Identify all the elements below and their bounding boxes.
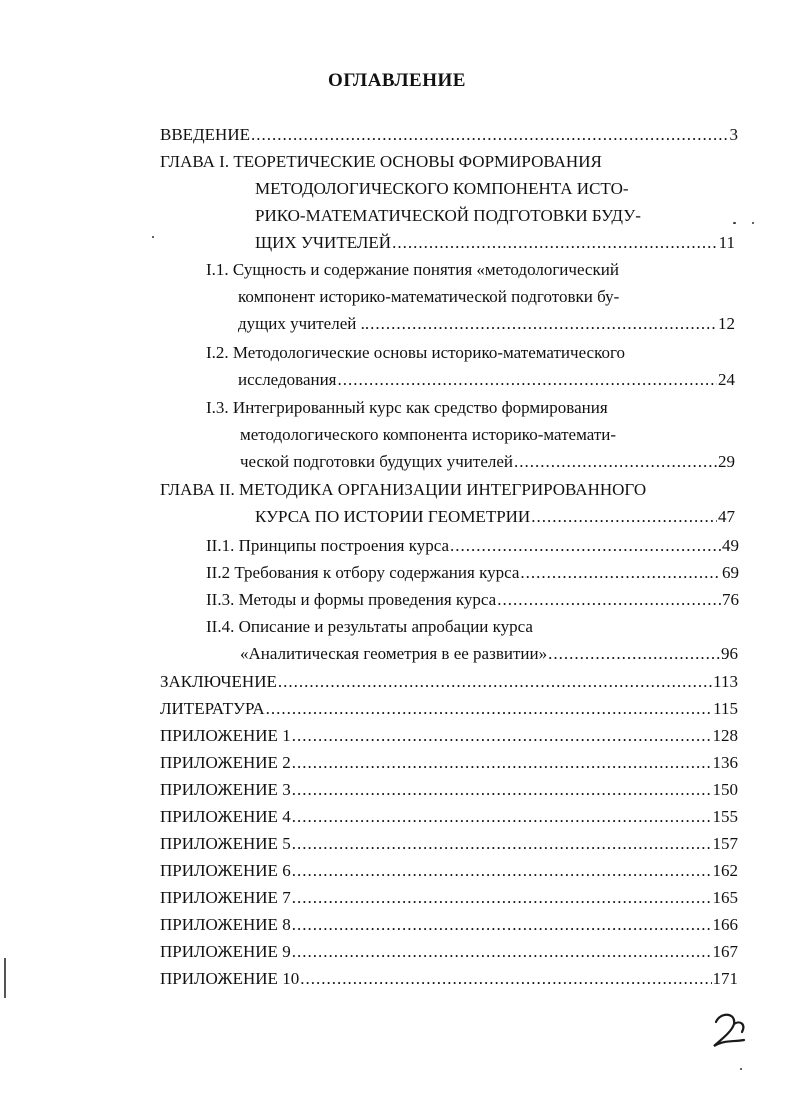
toc-page-number: 128 — [712, 726, 738, 745]
toc-entry-conclusion[interactable] — [160, 671, 738, 693]
toc-entry-title: ВВЕДЕНИЕ — [160, 125, 250, 144]
leader-dots — [548, 643, 720, 665]
leader-dots — [292, 887, 712, 909]
toc-entry-appendix-8[interactable] — [160, 914, 738, 936]
leader-dots — [338, 369, 717, 391]
leader-dots — [292, 779, 712, 801]
handwritten-page-number — [710, 1010, 750, 1050]
toc-entry-chapter-1-line-1[interactable]: ГЛАВА I. ТЕОРЕТИЧЕСКИЕ ОСНОВЫ ФОРМИРОВАНИЯ — [160, 152, 602, 171]
toc-page-number: 76 — [722, 590, 739, 609]
toc-entry-title: исследования — [238, 370, 337, 389]
toc-entry-section-1-3-line-3[interactable] — [240, 451, 735, 473]
toc-entry-title: ЗАКЛЮЧЕНИЕ — [160, 672, 277, 691]
toc-page-number: 29 — [718, 452, 735, 471]
scan-speck — [733, 222, 736, 224]
leader-dots — [392, 232, 718, 254]
leader-dots — [292, 806, 712, 828]
toc-entry-appendix-3[interactable] — [160, 779, 738, 801]
toc-entry-section-1-1-line-1[interactable]: I.1. Сущность и содержание понятия «методологический — [206, 260, 619, 279]
toc-entry-section-1-3-line-2: методологического компонента историко-математи- — [240, 425, 617, 444]
toc-entry-section-1-1-line-2: компонент историко-математической подготовки бу- — [238, 287, 620, 306]
toc-entry-section-1-2-line-2[interactable] — [238, 369, 735, 391]
toc-entry-title: II.2 Требования к отбору содержания курса — [206, 563, 520, 582]
toc-entry-title: ЛИТЕРАТУРА — [160, 699, 265, 718]
toc-entry-appendix-7[interactable] — [160, 887, 738, 909]
toc-entry-title: «Аналитическая геометрия в ее развитии» — [240, 644, 548, 663]
scan-speck — [740, 1068, 742, 1070]
toc-page-number: 49 — [722, 536, 739, 555]
toc-entry-chapter-1-line-3: РИКО-МАТЕМАТИЧЕСКОЙ ПОДГОТОВКИ БУДУ- — [255, 206, 641, 225]
toc-page-number: 24 — [718, 370, 735, 389]
toc-entry-chapter-2-line-1[interactable]: ГЛАВА II. МЕТОДИКА ОРГАНИЗАЦИИ ИНТЕГРИРОВАННОГО — [160, 480, 647, 499]
toc-entry-title: ПРИЛОЖЕНИЕ 5 — [160, 834, 291, 853]
toc-entry-section-2-1[interactable] — [206, 535, 739, 557]
toc-page-number: 165 — [712, 888, 738, 907]
leader-dots — [292, 860, 712, 882]
toc-entry-appendix-6[interactable] — [160, 860, 738, 882]
toc-entry-title: КУРСА ПО ИСТОРИИ ГЕОМЕТРИИ — [255, 507, 531, 526]
toc-page-number: 113 — [713, 672, 738, 691]
toc-entry-section-2-4-line-2[interactable] — [240, 643, 738, 665]
toc-entry-appendix-2[interactable] — [160, 752, 738, 774]
toc-page-number: 157 — [712, 834, 738, 853]
leader-dots — [251, 124, 729, 146]
toc-page-number: 115 — [713, 699, 738, 718]
toc-entry-title: дущих учителей .. — [238, 314, 370, 333]
leader-dots — [292, 941, 712, 963]
scan-speck — [152, 236, 154, 238]
toc-entry-title: ПРИЛОЖЕНИЕ 9 — [160, 942, 291, 961]
leader-dots — [497, 589, 721, 611]
toc-page-number: 11 — [718, 233, 735, 252]
toc-page-number: 136 — [712, 753, 738, 772]
toc-entry-title: ПРИЛОЖЕНИЕ 3 — [160, 780, 291, 799]
leader-dots — [292, 833, 712, 855]
leader-dots — [266, 698, 713, 720]
leader-dots — [514, 451, 717, 473]
toc-entry-title: ПРИЛОЖЕНИЕ 2 — [160, 753, 291, 772]
toc-entry-section-1-2-line-1[interactable]: I.2. Методологические основы историко-математического — [206, 343, 626, 362]
toc-page-number: 167 — [712, 942, 738, 961]
toc-entry-title: ПРИЛОЖЕНИЕ 10 — [160, 969, 300, 988]
toc-entry-appendix-10[interactable] — [160, 968, 738, 990]
leader-dots — [292, 752, 712, 774]
toc-page-number: 155 — [712, 807, 738, 826]
toc-page-number: 47 — [718, 507, 735, 526]
toc-page-number: 162 — [712, 861, 738, 880]
leader-dots — [450, 535, 721, 557]
toc-page-number: 3 — [729, 125, 738, 144]
toc-page-number: 171 — [712, 969, 738, 988]
toc-entry-chapter-1-line-2: МЕТОДОЛОГИЧЕСКОГО КОМПОНЕНТА ИСТО- — [255, 179, 629, 198]
leader-dots — [300, 968, 711, 990]
toc-entry-section-1-3-line-1[interactable]: I.3. Интегрированный курс как средство формирования — [206, 398, 608, 417]
toc-entry-title: ПРИЛОЖЕНИЕ 4 — [160, 807, 291, 826]
scan-speck — [752, 222, 754, 224]
leader-dots — [531, 506, 717, 528]
toc-entry-introduction[interactable] — [160, 124, 738, 146]
leader-dots — [278, 671, 712, 693]
toc-entry-section-1-1-line-3[interactable] — [238, 313, 735, 335]
leader-dots — [292, 725, 712, 747]
toc-entry-literature[interactable] — [160, 698, 738, 720]
leader-dots — [292, 914, 712, 936]
toc-entry-title: ПРИЛОЖЕНИЕ 7 — [160, 888, 291, 907]
leader-dots — [370, 313, 717, 335]
page-title: ОГЛАВЛЕНИЕ — [328, 70, 466, 91]
toc-entry-appendix-4[interactable] — [160, 806, 738, 828]
toc-entry-appendix-1[interactable] — [160, 725, 738, 747]
toc-entry-section-2-3[interactable] — [206, 589, 739, 611]
scan-edge-mark — [4, 958, 6, 998]
toc-entry-title: ческой подготовки будущих учителей — [240, 452, 513, 471]
toc-entry-title: ЩИХ УЧИТЕЛЕЙ — [255, 233, 392, 252]
toc-entry-title: ПРИЛОЖЕНИЕ 6 — [160, 861, 291, 880]
toc-entry-title: ПРИЛОЖЕНИЕ 8 — [160, 915, 291, 934]
toc-page-number: 166 — [712, 915, 738, 934]
toc-entry-title: II.1. Принципы построения курса — [206, 536, 450, 555]
toc-entry-section-2-4-line-1[interactable]: II.4. Описание и результаты апробации курса — [206, 617, 533, 636]
toc-page-number: 96 — [721, 644, 738, 663]
toc-entry-chapter-2-line-2[interactable] — [255, 506, 735, 528]
toc-entry-chapter-1-line-4[interactable] — [255, 232, 735, 254]
toc-entry-title: ПРИЛОЖЕНИЕ 1 — [160, 726, 291, 745]
toc-page-number: 150 — [712, 780, 738, 799]
toc-entry-appendix-9[interactable] — [160, 941, 738, 963]
toc-entry-section-2-2[interactable] — [206, 562, 739, 584]
leader-dots — [520, 562, 721, 584]
toc-page-number: 69 — [722, 563, 739, 582]
toc-page-number: 12 — [718, 314, 735, 333]
toc-entry-title: II.3. Методы и формы проведения курса — [206, 590, 497, 609]
toc-entry-appendix-5[interactable] — [160, 833, 738, 855]
